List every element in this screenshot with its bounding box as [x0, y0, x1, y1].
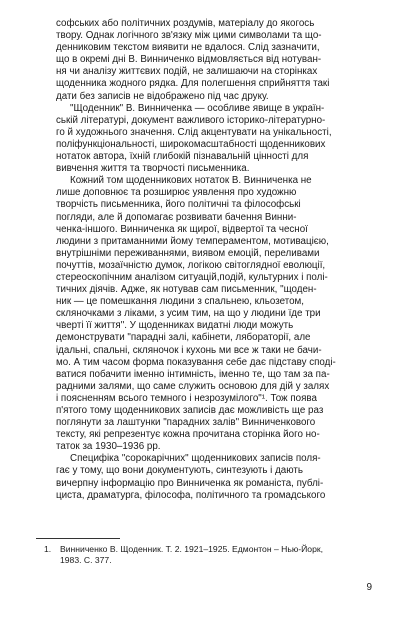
text-line: погляди, але й допомагає розвивати бачення Винни- [56, 211, 297, 223]
text-line: ській літературі, документ важливого історико-літературно- [56, 114, 326, 126]
paragraph-start-line: "Щоденник" В. Винниченка — особливе явище в україн- [70, 102, 325, 114]
text-line: і поясненням всього темного і незрозумілого"¹. Тож поява [56, 392, 317, 404]
text-line: щоденника жодного рядка. Для полегшення сприйняття такі [56, 78, 330, 90]
text-line: поглянути за лаштунки "парадних залів" Винниченкового [56, 417, 316, 429]
text-line: вивчення життя та творчості письменника. [56, 163, 250, 175]
text-line: тексту, які репрезентує кожна прочитана сторінка його но- [56, 429, 320, 441]
text-line: тичних діячів. Адже, як нотував сам письменник, "щоден- [56, 284, 317, 296]
text-line: лише доповнює та розширює уявлення про художню [56, 187, 297, 199]
footnote-text: Винниченко В. Щоденник. Т. 2. 1921–1925. Едмонтон – Нью-Йорк, [60, 544, 324, 554]
text-line: ватися побачити іменно інтимність, іменно те, що там за па- [56, 368, 330, 380]
text-line: п'ятого тому щоденникових записів дає можливість ще раз [56, 405, 324, 416]
text-line: твору. Однак логічного зв'язку між цими символами та що- [56, 30, 322, 42]
text-line: демонструвати "парадні залі, кабінети, лябораторії, але [56, 332, 311, 344]
text-line: дати без записів не відображено під час друку. [56, 90, 269, 102]
text-line: почуттів, мозаїчністю думок, логікою світоглядної еволюції, [56, 259, 326, 271]
footnote-number: 1. [44, 544, 52, 554]
footnote-divider [36, 538, 120, 539]
footnote-text: 1983. С. 377. [60, 555, 112, 565]
text-line: ня чи аналізу життєвих подій, не залишаючи на сторінках [56, 66, 318, 78]
paragraph-start-line: Специфіка "сорокарічних" щоденникових записів поля- [70, 453, 321, 465]
text-line: скляночками з ліками, з усим тим, на що у людини їде три [56, 308, 321, 320]
text-line: внутрішніми переживаннями, виявом емоцій, переливами [56, 247, 320, 259]
text-line: поліфункціональності, широкомасштабності щоденникових [56, 138, 326, 150]
text-line: ідальні, спальні, скляночок і кухонь ми все ж таки не бачи- [56, 344, 322, 356]
text-line: радними залями, що саме служить основою для дій у залях [56, 380, 330, 392]
text-line: ник — це помешкання людини з спальнею, кльозетом, [56, 296, 304, 308]
text-line: го й художнього значення. Слід акцентувати на унікальності, [56, 126, 332, 138]
page-number: 9 [366, 582, 372, 593]
text-line: гає у тому, що вони документують, синтезують і дають [56, 465, 303, 477]
text-line: вичерпну інформацію про Винниченка як романіста, публі- [56, 477, 324, 489]
text-line: людини з притаманними йому темпераментом, мотивацією, [56, 235, 329, 247]
body-text [56, 18, 368, 502]
paragraph-start-line: Кожний том щоденникових нотаток В. Винниченка не [70, 175, 312, 187]
text-line: нотаток автора, їхній глибокій пізнавальній цінності для [56, 151, 309, 163]
text-line: стереоскопічним аналізом ситуацій,подій, культурних і полі- [56, 271, 328, 283]
text-line: циста, драматурга, філософа, політичного та громадського [56, 489, 326, 501]
text-line: софських або політичних роздумів, матеріалу до якогось [56, 18, 315, 29]
text-line: творчість письменника, його політичні та філософські [56, 199, 301, 211]
text-line: денниковим текстом виявити не вдалося. Слід зазначити, [56, 42, 320, 54]
text-line: чверті її життя". У щоденниках видатні люди можуть [56, 320, 294, 332]
text-line: ченка-іншого. Винниченка як щирої, відвертої та чесної [56, 223, 308, 235]
text-line: мо. А тим часом форма показування себе дає підставу сподi- [56, 356, 336, 368]
footnote [44, 544, 360, 566]
text-line: таток за 1930–1936 рр. [56, 441, 161, 453]
text-line: що в окремі дні В. Винниченко відмовляється від нотуван- [56, 54, 322, 66]
